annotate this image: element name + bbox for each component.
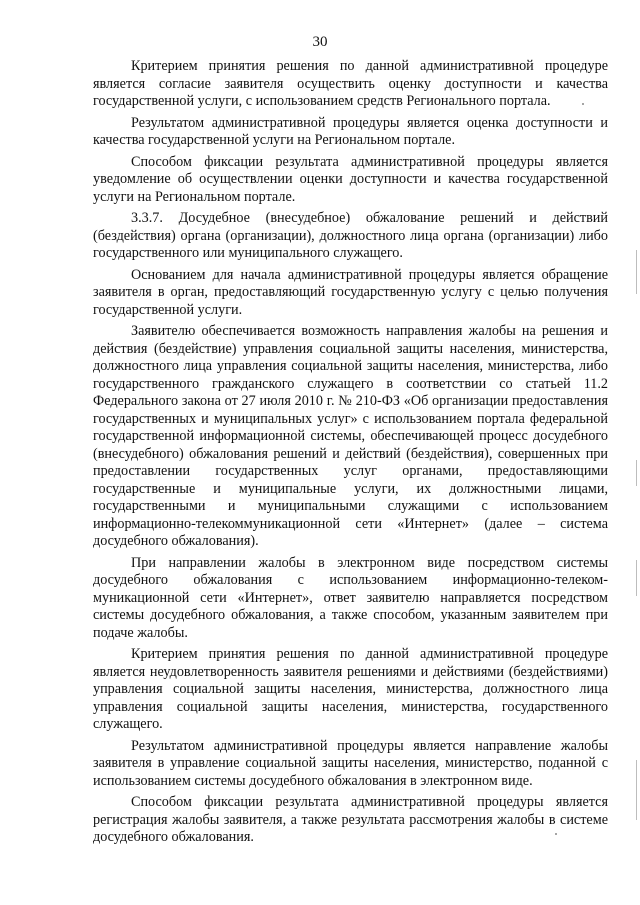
paragraph-electronic-complaint: При направлении жалобы в электронном виде посредством системы досудебного обжалования с использованием информационно-телекоммуникационной сети «Интернет», ответ заявителю направляется посредством системы досудебного обжалования, а также способом, указанным заявителем при подаче жалобы. <box>93 554 608 641</box>
page-number: 30 <box>312 34 328 50</box>
section-heading-3-3-7: 3.3.7. Досудебное (внесудебное) обжалование решений и действий (бездействия) органа (организации), должностного лица органа (организации) либо государственного или муниципального служащего. <box>93 210 608 261</box>
paragraph-basis-start: Основанием для начала административной процедуры является обращение заявителя в орган, предоставляющий государственную услугу с целью получения государственной услуги. <box>93 266 608 318</box>
paragraph-complaint-right: Заявителю обеспечивается возможность направления жалобы на решения и действия (бездействие) управления социальной защиты населения, министерства, должностного лица управления социальной защиты населения, министерства, либо государственного гражданского служащего в соответствии со статьей 11.2 Федерального закона от 27 июля 2010 г. № 210-ФЗ «Об организации предоставления государственных и муниципальных услуг» с использованием портала федеральной государственной информационной системы, обеспечивающей процесс досудебного (внесудебного) обжалования решений и действий (бездействия), совершенных при предоставлении государственных услуг органами, предоставляющими государственные и муниципальные услуги, их должностными лицами, государственными и муниципальными служащими с использованием информационно-телекоммуникационной сети «Интернет» (далее – система досудебного обжалования). <box>93 323 608 549</box>
scan-edge-mark <box>636 560 637 596</box>
paragraph-result-assessment: Результатом административной процедуры является оценка доступности и качества государственной услуги на Региональном портале. <box>93 114 608 148</box>
scan-edge-mark <box>636 460 637 486</box>
paragraph-fixation-assessment: Способом фиксации результата административной процедуры является уведомление об осуществлении оценки доступности и качества государственной услуги на Региональном портале. <box>93 153 608 205</box>
paragraph-result-complaint: Результатом административной процедуры является направление жалобы заявителя в управление социальной защиты населения, министерство, поданной с использованием системы досудебного обжалования в электронном виде. <box>93 737 608 789</box>
scan-speck <box>582 103 584 105</box>
paragraph-fixation-complaint: Способом фиксации результата административной процедуры является регистрация жалобы заявителя, а также результата рассмотрения жалобы в системе досудебного обжалования. <box>93 794 608 845</box>
paragraph-criterion-assessment: Критерием принятия решения по данной административной процедуре является согласие заявителя осуществить оценку доступности и качества государственной услуги, с использованием средств Регионального портала. <box>93 58 608 109</box>
scan-edge-mark <box>636 760 637 820</box>
document-body <box>93 58 608 851</box>
paragraph-criterion-complaint: Критерием принятия решения по данной административной процедуре является неудовлетворенность заявителя решениями и действиями (бездействиями) управления социальной защиты населения, министерства, должностного лица управления социальной защиты населения, министерства, государственного служащего. <box>93 646 608 732</box>
scan-speck <box>555 833 557 835</box>
scan-edge-mark <box>636 250 637 294</box>
